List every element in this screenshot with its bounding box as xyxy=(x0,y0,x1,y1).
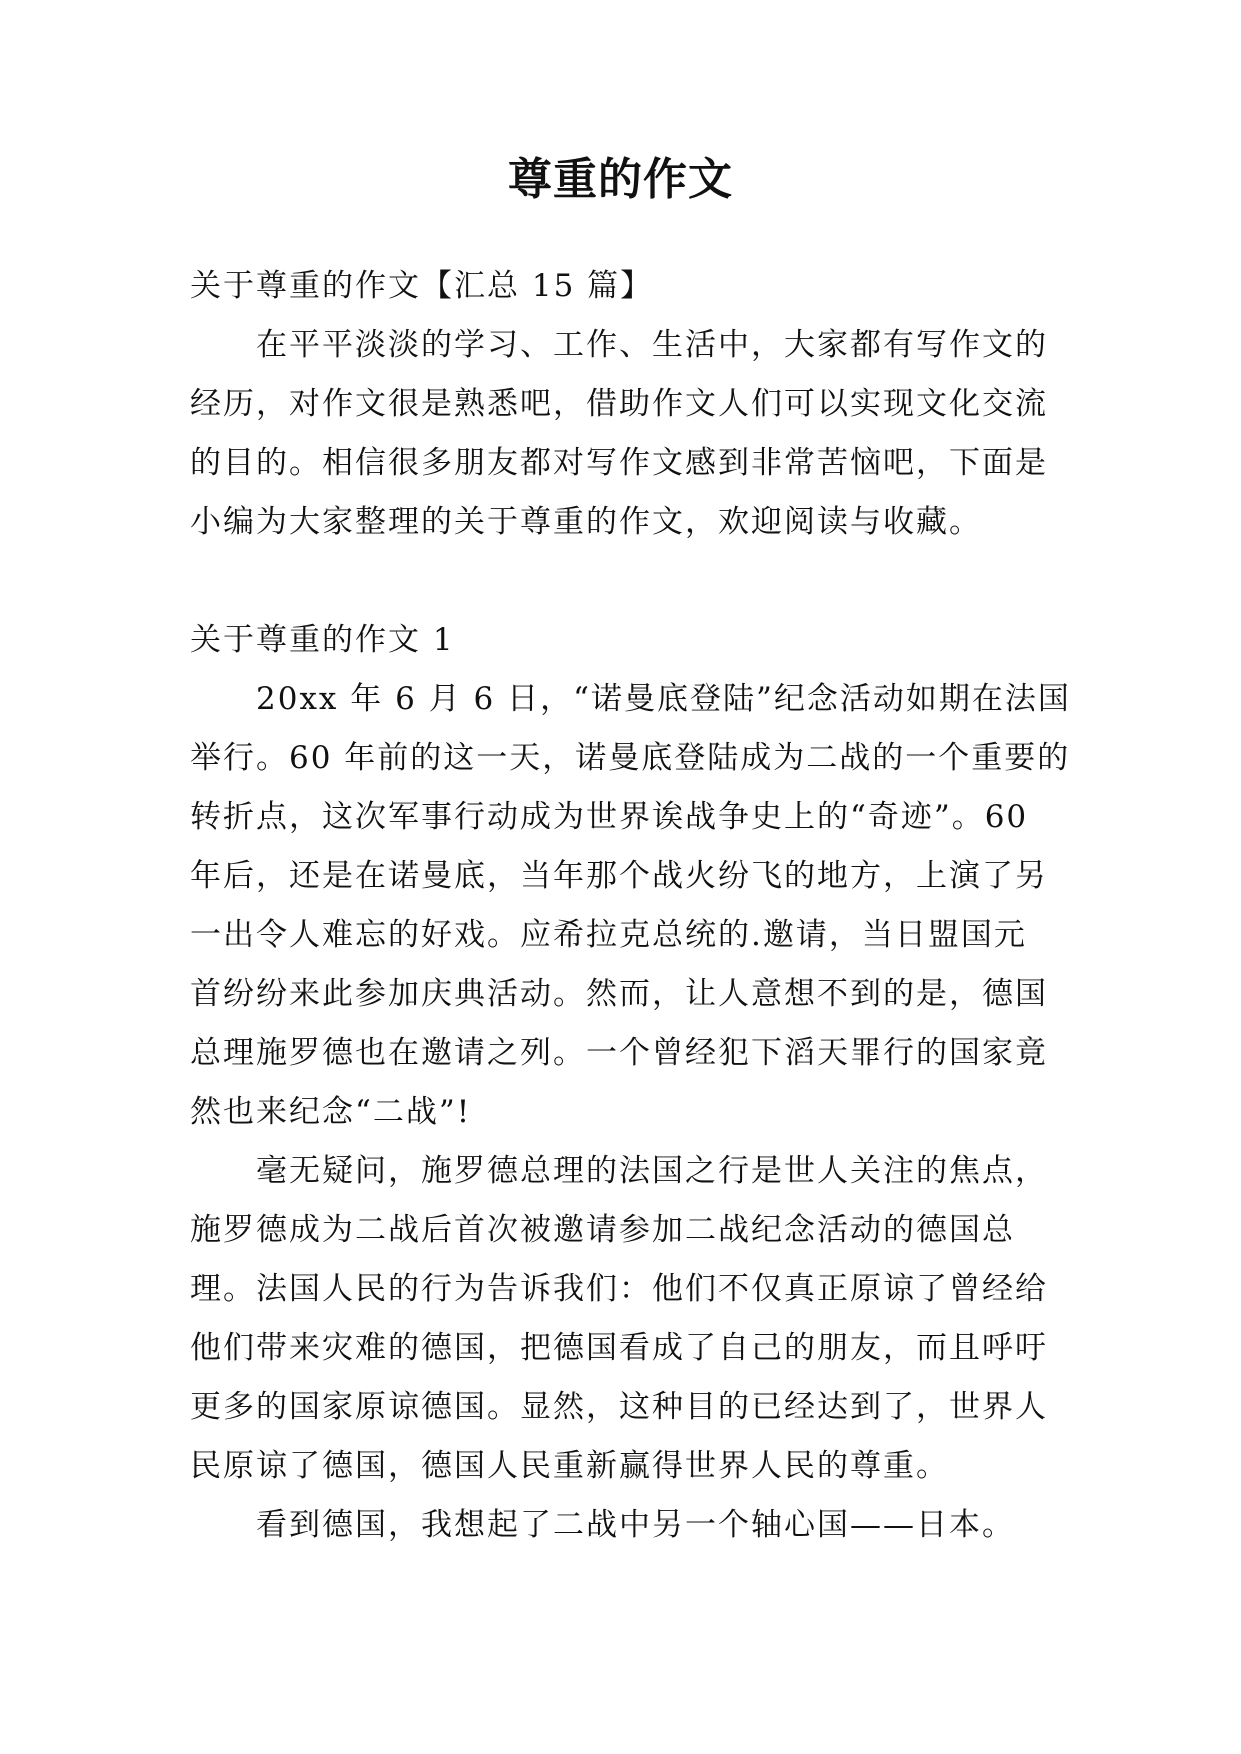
text-line: 总理施罗德也在邀请之列。一个曾经犯下滔天罪行的国家竟 xyxy=(190,1035,1048,1071)
text-line: 经历，对作文很是熟悉吧，借助作文人们可以实现文化交流 xyxy=(190,386,1048,422)
text-line: 20xx 年 6 月 6 日，“诺曼底登陆”纪念活动如期在法国 xyxy=(256,681,1071,717)
text-line: 毫无疑问，施罗德总理的法国之行是世人关注的焦点， xyxy=(256,1153,1048,1189)
text-line: 理。法国人民的行为告诉我们：他们不仅真正原谅了曾经给 xyxy=(190,1271,1048,1307)
text-line: 施罗德成为二战后首次被邀请参加二战纪念活动的德国总 xyxy=(190,1212,1015,1248)
paragraph-3 xyxy=(190,1496,1050,1555)
text-line: 的目的。相信很多朋友都对写作文感到非常苦恼吧，下面是 xyxy=(190,445,1048,481)
blank-line xyxy=(190,552,1050,611)
text-line: 更多的国家原谅德国。显然，这种目的已经达到了，世界人 xyxy=(190,1389,1048,1425)
text-line: 小编为大家整理的关于尊重的作文，欢迎阅读与收藏。 xyxy=(190,504,982,540)
text-line: 举行。60 年前的这一天，诺曼底登陆成为二战的一个重要的 xyxy=(190,740,1071,776)
intro-paragraph xyxy=(190,316,1050,552)
text-line: 年后，还是在诺曼底，当年那个战火纷飞的地方，上演了另 xyxy=(190,858,1048,894)
text-line: 看到德国，我想起了二战中另一个轴心国——日本。 xyxy=(256,1507,1015,1543)
text-line: 他们带来灾难的德国，把德国看成了自己的朋友，而且呼吁 xyxy=(190,1330,1048,1366)
text-line: 首纷纷来此参加庆典活动。然而，让人意想不到的是，德国 xyxy=(190,976,1048,1012)
text-line: 然也来纪念“二战”! xyxy=(190,1094,472,1130)
text-line: 一出令人难忘的好戏。应希拉克总统的.邀请，当日盟国元 xyxy=(190,917,1027,953)
text-line: 转折点，这次军事行动成为世界诶战争史上的“奇迹”。60 xyxy=(190,799,1029,835)
section-heading: 关于尊重的作文 1 xyxy=(190,622,455,658)
text-line: 在平平淡淡的学习、工作、生活中，大家都有写作文的 xyxy=(256,327,1048,363)
paragraph-2 xyxy=(190,1142,1050,1496)
paragraph-1 xyxy=(190,670,1071,1142)
text-line: 民原谅了德国，德国人民重新赢得世界人民的尊重。 xyxy=(190,1448,949,1484)
document-body xyxy=(190,257,1071,1555)
document-subtitle: 关于尊重的作文【汇总 15 篇】 xyxy=(190,268,654,304)
document-title: 尊重的作文 xyxy=(508,154,733,205)
